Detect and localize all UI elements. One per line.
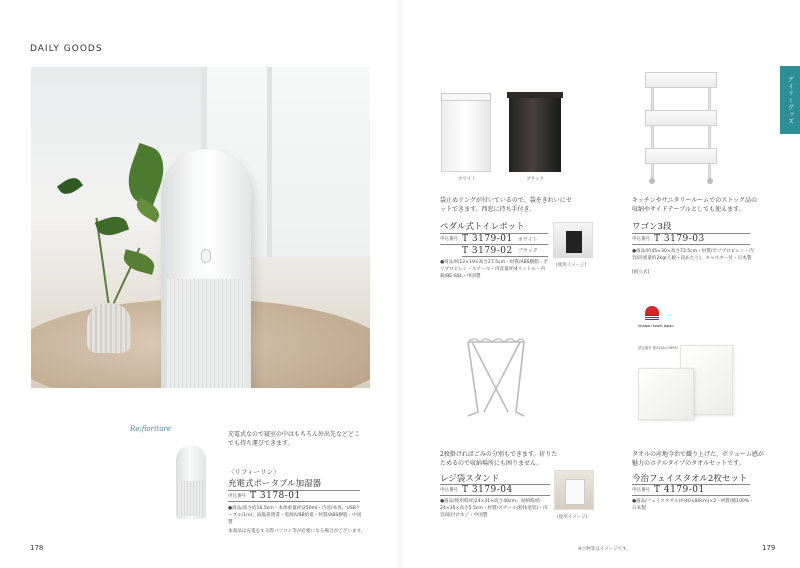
pedal-bin-variant-white: ホワイト — [517, 236, 538, 243]
humidifier-code-row[interactable] — [228, 490, 360, 502]
wagon-shelf — [645, 72, 717, 88]
wagon-specs-note: [組立式] — [632, 270, 650, 275]
bag-stand-image — [456, 332, 536, 420]
imabari-wave-icon — [645, 315, 659, 321]
humidifier-product-image — [176, 445, 206, 519]
bag-stand-code: T 3179-04 — [462, 485, 513, 495]
bag-stand-name: レジ袋スタンド — [440, 474, 500, 484]
pedal-bin-white-image — [441, 96, 491, 172]
humidifier-device — [161, 149, 251, 388]
humidifier-specs: ●商品/高さ約16.5cm・本体重量/約250ml・内容/本体、USBケーブル(1m)、取扱説明書・電源/USB給電・材質/ABS樹脂・中国製 — [228, 506, 362, 526]
bag-stand-description: 2枚掛ければごみの分別もできます。折りたためるので収納場所にも困りません。 — [440, 451, 558, 467]
pedal-bin-description: 袋止めリングが付いているので、袋をきれいにセットできます。西窓に持ち手付き。 — [440, 197, 572, 213]
humidifier-code: T 3178-01 — [250, 491, 301, 501]
humidifier-description: 充電式なので寝室の中はもちろん外出先などどこでも持ち運びできます。 — [228, 431, 361, 447]
pedal-bin-white-caption: ホワイト — [458, 177, 476, 182]
thumb-bin-shape — [566, 231, 582, 253]
wagon-name: ワゴン3段 — [632, 222, 672, 232]
code-label: 申込番号 — [632, 488, 650, 493]
wagon-shelf — [645, 110, 717, 126]
thumb-bag-shape — [565, 479, 585, 505]
humidifier-name-sub: 〈リフィーリン〉 — [228, 468, 280, 476]
page-number-left: 178 — [30, 544, 44, 552]
imabari-badge — [638, 306, 674, 342]
device-power-button — [201, 249, 211, 263]
code-label: 申込番号 — [440, 488, 458, 493]
section-header: DAILY GOODS — [30, 44, 103, 54]
towel-description: タオルの産地今治で織り上げた、ボリューム感が魅力のホテルタイプのタオルセットです。 — [632, 451, 764, 467]
towel-code: T 4179-01 — [654, 485, 705, 495]
pedal-bin-code-black: T 3179-02 — [462, 245, 513, 256]
page-gutter — [398, 0, 402, 568]
pedal-bin-usage-thumb — [553, 222, 593, 258]
towel-name: 今治フェイスタオル2枚セット — [632, 474, 748, 484]
humidifier-hero-photo — [31, 67, 370, 388]
pedal-bin-code-row-2[interactable] — [462, 245, 548, 257]
code-label: 申込番号 — [228, 494, 246, 499]
code-label: 申込番号 — [632, 237, 650, 242]
plant-leaf — [133, 197, 163, 222]
code-label: 申込番号 — [440, 237, 458, 242]
image-note: ※小物等はイメージです。 — [578, 547, 631, 552]
pedal-bin-variant-black: ブラック — [517, 248, 538, 254]
imabari-badge-caption: 認定番号 第2018-1789号 — [638, 346, 678, 350]
humidifier-name: 充電式ポータブル加湿器 — [228, 479, 322, 489]
wagon-code-row[interactable] — [632, 233, 750, 245]
pedal-bin-thumb-caption: (使用イメージ) — [556, 263, 587, 268]
imabari-badge-text: imabari towel Japan — [638, 324, 674, 328]
pedal-bin-name: ペダル式トイレポット — [440, 222, 525, 232]
plant-leaf — [57, 174, 83, 198]
page-number-right: 179 — [762, 544, 776, 552]
pedal-bin-black-caption: ブラック — [526, 177, 544, 182]
pedal-bin-specs: ●商品/約12×19×高さ27.5cm・材質/ABS樹脂・ポリプロピレン・スチール・内容量/約4リットル・内箱/BE-SSL・中国製 — [440, 260, 548, 280]
wagon-wheel — [707, 178, 713, 184]
bag-stand-thumb-caption: (使用イメージ) — [557, 515, 588, 520]
towel-code-row[interactable] — [632, 484, 750, 496]
device-ribs — [167, 279, 245, 388]
bag-stand-usage-thumb — [554, 470, 594, 510]
wagon-shelf — [645, 148, 717, 164]
bag-stand-code-row[interactable] — [440, 484, 550, 496]
pedal-bin-code-white: T 3179-01 — [462, 234, 513, 244]
pedal-bin-black-image — [509, 96, 561, 172]
humidifier-footnote: 本商品は充電をする際パソコン等が必要になる場合がございます。 — [228, 529, 366, 534]
stand-frame — [468, 342, 524, 416]
pedal-bin-code-row-1[interactable] — [440, 233, 548, 245]
bag-stand-specs: ●商品/使用時/約24×31×高さ40cm、収納時/約24×35×高さ5.5cm・材質/スチール(粉体塗装)・内容/取付けネジ・中国製 — [440, 499, 548, 519]
wagon-3-tier-image — [645, 72, 717, 184]
face-towel-image — [638, 368, 694, 420]
wagon-specs: ●商品/約45×30×高さ73.5cm・材質/ポリプロピレン・内容/段重量約2kg(天板・段あたり)、キャスター付・日本製 — [632, 249, 754, 262]
section-side-tab[interactable]: デイリーグッズ — [780, 66, 800, 134]
wagon-description: キッチンやサニタリールームでのストック品の収納やサイドテーブルとしても使えます。 — [632, 197, 758, 213]
humidifier-brand-logo: Re:fioriture — [130, 425, 172, 433]
wagon-code: T 3179-03 — [654, 234, 705, 244]
towel-specs: ●商品/フェイスタオル(約40×80cm)×2・材質/綿100%・日本製 — [632, 499, 754, 512]
ribbed-vase — [87, 303, 131, 353]
wagon-wheel — [649, 178, 655, 184]
